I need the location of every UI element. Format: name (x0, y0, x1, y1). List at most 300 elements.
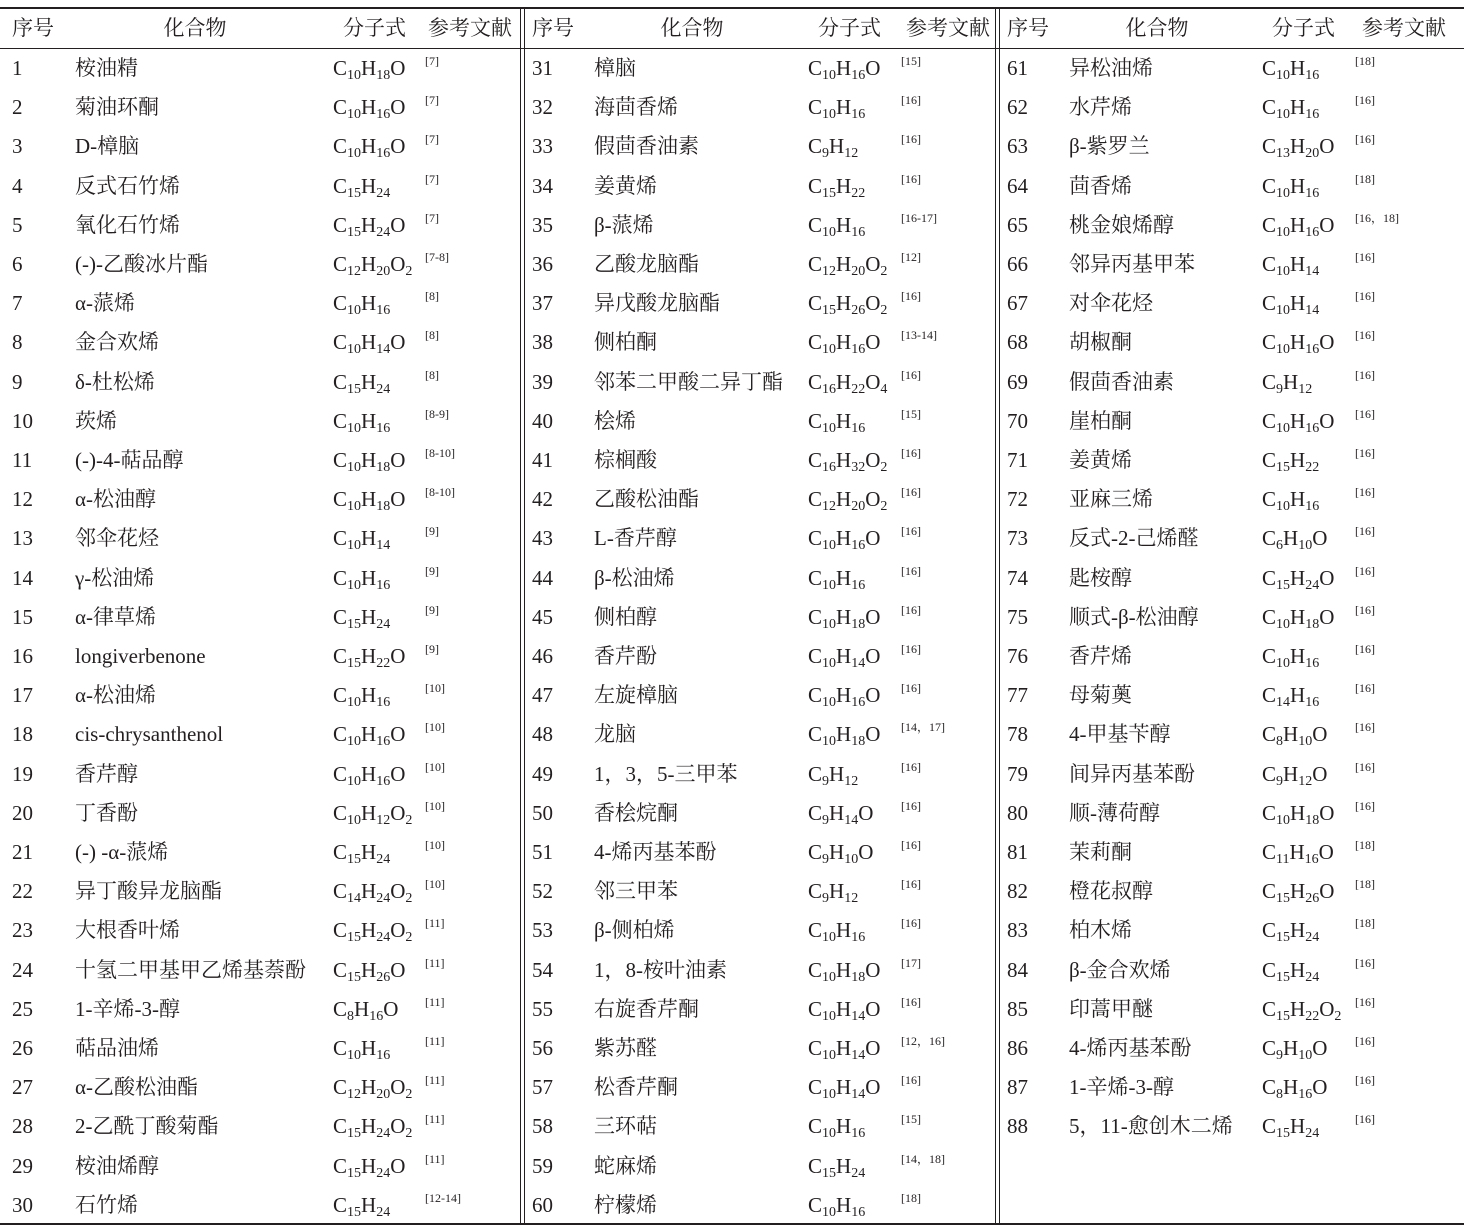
row-number: 42 (532, 487, 553, 512)
table-row (526, 872, 994, 911)
molecular-formula: $C_{10}H_{16}O$ (1262, 212, 1335, 240)
table-row (0, 833, 519, 872)
table-row (0, 167, 519, 206)
row-number: 25 (12, 996, 33, 1021)
molecular-formula: $C_{10}H_{16}$ (333, 565, 391, 593)
reference: [10] (425, 759, 445, 774)
row-number: 23 (12, 918, 33, 943)
compound-name: 松香芹酮 (594, 1075, 678, 1100)
compound-name: 邻三甲苯 (594, 879, 678, 904)
header-reference: 参考文献 (1362, 16, 1446, 40)
row-number: 56 (532, 1036, 553, 1060)
table-row (1001, 637, 1463, 676)
compound-name: 胡椒酮 (1069, 330, 1132, 355)
compound-name: 1-辛烯-3-醇 (1069, 1075, 1174, 1100)
table-row (1001, 441, 1463, 480)
table-row (1001, 480, 1463, 519)
reference: [16] (901, 602, 921, 617)
reference: [7] (425, 93, 439, 108)
reference: [16] (901, 563, 921, 578)
molecular-formula: $C_{10}H_{12}O_2$ (333, 800, 413, 828)
reference: [18] (1355, 877, 1375, 892)
table-row (526, 1029, 994, 1068)
molecular-formula: $C_{15}H_{26}O$ (1262, 879, 1335, 907)
reference: [8] (425, 328, 439, 343)
table-row (0, 49, 519, 88)
compound-name: α-松油醇 (75, 487, 156, 512)
molecular-formula: $C_{10}H_{16}$ (1262, 56, 1320, 83)
molecular-formula: $C_{10}H_{16}O$ (808, 683, 881, 711)
reference: [16] (901, 446, 921, 460)
table-row (0, 1147, 519, 1186)
reference: [16-17] (901, 210, 937, 225)
compound-name: 异丁酸异龙脑酯 (75, 879, 222, 904)
header-compound: 化合物 (660, 16, 724, 40)
table-row (1001, 676, 1463, 715)
header-reference: 参考文献 (428, 16, 512, 40)
molecular-formula: $C_9H_{12}$ (1262, 369, 1313, 397)
reference: [16] (1355, 328, 1375, 343)
table-row (0, 1107, 519, 1146)
table-row (526, 951, 994, 990)
row-number: 84 (1007, 957, 1028, 982)
table-row (526, 323, 994, 362)
table-row (0, 284, 519, 323)
compound-name: 菊油环酮 (75, 95, 159, 120)
row-number: 87 (1007, 1075, 1028, 1100)
compound-name: 水芹烯 (1069, 95, 1132, 120)
molecular-formula: $C_{10}H_{18}O$ (333, 448, 406, 475)
reference: [16] (901, 916, 921, 931)
molecular-formula: $C_{10}H_{16}O$ (333, 722, 406, 750)
compound-name: 5，11-愈创木二烯 (1069, 1114, 1233, 1139)
row-number: 52 (532, 879, 553, 904)
row-number: 39 (532, 369, 553, 394)
reference: [16] (1355, 485, 1375, 500)
table-row (526, 363, 994, 402)
molecular-formula: $C_{10}H_{16}$ (808, 408, 866, 436)
compound-name: (-)-4-萜品醇 (75, 448, 184, 472)
molecular-formula: $C_{10}H_{18}O$ (333, 56, 406, 83)
row-number: 16 (12, 644, 33, 668)
reference: [16] (901, 838, 921, 852)
reference: [16] (1355, 93, 1375, 108)
compound-name: 姜黄烯 (594, 173, 657, 198)
row-number: 9 (12, 369, 23, 394)
table-row (0, 1186, 519, 1225)
table-row (1001, 206, 1463, 245)
row-number: 37 (532, 291, 553, 316)
molecular-formula: $C_{10}H_{16}O$ (333, 95, 406, 123)
compound-name: 侧柏醇 (594, 604, 657, 629)
table-row (526, 127, 994, 166)
reference: [16] (901, 289, 921, 304)
compound-name: 茴香烯 (1069, 173, 1132, 198)
molecular-formula: $C_{15}H_{24}$ (1262, 957, 1320, 985)
molecular-formula: $C_{14}H_{16}$ (1262, 683, 1320, 711)
reference: [16] (1355, 1112, 1375, 1127)
table-row (0, 363, 519, 402)
reference: [16] (1355, 406, 1375, 421)
header-formula: 分子式 (1272, 16, 1335, 40)
molecular-formula: $C_{10}H_{16}$ (1262, 487, 1320, 515)
compound-name: D-樟脑 (75, 134, 140, 159)
molecular-formula: $C_{10}H_{16}$ (808, 212, 866, 240)
table-row (1001, 715, 1463, 754)
row-number: 8 (12, 330, 23, 355)
table-row (0, 676, 519, 715)
compound-name: 顺式-β-松油醇 (1069, 604, 1199, 629)
compound-name: (-) -α-蒎烯 (75, 840, 169, 864)
molecular-formula: $C_{15}H_{26}O$ (333, 957, 406, 985)
compound-name: 4-烯丙基苯酚 (594, 840, 717, 864)
molecular-formula: $C_{10}H_{16}$ (808, 918, 866, 946)
row-number: 61 (1007, 56, 1028, 80)
reference: [16] (1355, 798, 1375, 813)
molecular-formula: $C_{10}H_{16}$ (1262, 95, 1320, 123)
molecular-formula: $C_{10}H_{16}$ (808, 1114, 866, 1142)
table-row (526, 559, 994, 598)
table-row (526, 598, 994, 637)
header-number: 序号 (1007, 16, 1049, 40)
header-number: 序号 (532, 16, 574, 40)
header-compound: 化合物 (1125, 16, 1189, 40)
reference: [14，17] (901, 720, 945, 735)
table-row (526, 441, 994, 480)
reference: [11] (425, 955, 445, 970)
reference: [7] (425, 171, 439, 186)
column-divider (524, 7, 525, 1225)
molecular-formula: $C_8H_{16}O$ (1262, 1075, 1328, 1103)
table-row (526, 88, 994, 127)
molecular-formula: $C_9H_{12}$ (808, 134, 859, 162)
compound-name: 香桧烷酮 (594, 800, 678, 825)
reference: [16] (901, 877, 921, 892)
table-row (1001, 1029, 1463, 1068)
reference: [13-14] (901, 328, 937, 343)
table-row (0, 911, 519, 950)
compound-name: 顺-薄荷醇 (1069, 800, 1160, 825)
molecular-formula: $C_{15}H_{24}$ (333, 1192, 391, 1220)
table-row (1001, 755, 1463, 794)
molecular-formula: $C_{12}H_{20}O_2$ (808, 487, 888, 515)
row-number: 62 (1007, 95, 1028, 120)
compound-name: β-紫罗兰 (1069, 134, 1150, 159)
row-number: 7 (12, 291, 23, 316)
compound-name: 异松油烯 (1069, 56, 1153, 80)
table-row (0, 637, 519, 676)
table-row (526, 284, 994, 323)
molecular-formula: $C_{15}H_{24}O$ (333, 1153, 406, 1181)
compound-name: 右旋香芹酮 (594, 996, 699, 1021)
molecular-formula: $C_{10}H_{16}$ (333, 683, 391, 711)
molecular-formula: $C_9H_{12}$ (808, 879, 859, 907)
molecular-formula: $C_{15}H_{24}$ (333, 369, 391, 397)
table-row (0, 480, 519, 519)
molecular-formula: $C_{10}H_{16}O$ (333, 134, 406, 162)
compound-name: 1，8-桉叶油素 (594, 957, 727, 982)
molecular-formula: $C_{15}H_{24}O_2$ (333, 1114, 413, 1142)
compound-name: cis-chrysanthenol (75, 722, 224, 747)
compound-name: 茉莉酮 (1069, 840, 1132, 864)
molecular-formula: $C_{15}H_{24}O_2$ (333, 918, 413, 946)
molecular-formula: $C_{16}H_{22}O_4$ (808, 369, 888, 397)
table-row (1001, 1107, 1463, 1146)
table-header (526, 9, 994, 48)
reference: [16] (1355, 524, 1375, 539)
compound-name: 柠檬烯 (594, 1192, 657, 1217)
molecular-formula: $C_{10}H_{16}$ (333, 1036, 391, 1063)
compound-name: 金合欢烯 (75, 330, 159, 355)
row-number: 70 (1007, 408, 1028, 433)
compound-name: 母菊薁 (1069, 683, 1132, 708)
molecular-formula: $C_{10}H_{18}O$ (1262, 604, 1335, 632)
compound-name: 大根香叶烯 (75, 918, 180, 943)
table-row (0, 715, 519, 754)
column-divider (999, 7, 1000, 1225)
row-number: 65 (1007, 212, 1028, 237)
table-row (526, 480, 994, 519)
molecular-formula: $C_{12}H_{20}O_2$ (333, 252, 413, 279)
table-row (1001, 363, 1463, 402)
compound-name: δ-杜松烯 (75, 369, 155, 394)
reference: [16] (901, 798, 921, 813)
molecular-formula: $C_{10}H_{16}O$ (808, 56, 881, 83)
molecular-formula: $C_{10}H_{16}$ (1262, 644, 1320, 671)
row-number: 73 (1007, 526, 1028, 551)
table-row (0, 1029, 519, 1068)
compound-name: 2-乙酰丁酸菊酯 (75, 1114, 219, 1139)
molecular-formula: $C_{10}H_{16}O$ (808, 330, 881, 358)
compound-name: 乙酸松油酯 (594, 487, 699, 512)
compound-name: 橙花叔醇 (1069, 879, 1153, 904)
row-number: 46 (532, 644, 553, 668)
row-number: 69 (1007, 369, 1028, 394)
compound-name: 1，3，5-三甲苯 (594, 761, 738, 786)
table-row (0, 402, 519, 441)
molecular-formula: $C_{10}H_{16}O$ (1262, 408, 1335, 436)
compound-name: 十氢二甲基甲乙烯基萘酚 (75, 957, 306, 982)
compound-name: 柏木烯 (1069, 918, 1132, 943)
compound-name: 桉油烯醇 (75, 1153, 159, 1178)
table-row (0, 755, 519, 794)
table-row (0, 88, 519, 127)
compound-name: 香芹酚 (594, 644, 657, 668)
row-number: 57 (532, 1075, 553, 1100)
row-number: 27 (12, 1075, 33, 1100)
compound-name: 姜黄烯 (1069, 448, 1132, 472)
reference: [16] (1355, 994, 1375, 1009)
reference: [8-9] (425, 406, 449, 421)
row-number: 35 (532, 212, 553, 237)
row-number: 44 (532, 565, 553, 590)
row-number: 33 (532, 134, 553, 159)
row-number: 5 (12, 212, 23, 237)
reference: [16] (1355, 602, 1375, 617)
reference: [16] (1355, 367, 1375, 382)
compound-name: 龙脑 (594, 722, 636, 747)
table-row (526, 676, 994, 715)
row-number: 41 (532, 448, 553, 472)
row-number: 77 (1007, 683, 1028, 708)
compound-name: 对伞花烃 (1069, 291, 1153, 316)
molecular-formula: $C_{10}H_{14}O$ (333, 330, 406, 358)
reference: [18] (901, 1190, 921, 1205)
molecular-formula: $C_{10}H_{14}$ (1262, 252, 1320, 279)
row-number: 13 (12, 526, 33, 551)
table-row (1001, 167, 1463, 206)
molecular-formula: $C_{11}H_{16}O$ (1262, 840, 1334, 867)
row-number: 66 (1007, 252, 1028, 276)
reference: [16] (901, 1073, 921, 1088)
reference: [15] (901, 1112, 921, 1127)
molecular-formula: $C_{10}H_{16}$ (333, 291, 391, 319)
row-number: 20 (12, 800, 33, 825)
reference: [9] (425, 642, 439, 656)
row-number: 88 (1007, 1114, 1028, 1139)
compound-name: 反式-2-己烯醛 (1069, 526, 1199, 551)
row-number: 29 (12, 1153, 33, 1178)
column-divider (520, 7, 521, 1225)
table-row (526, 402, 994, 441)
row-number: 32 (532, 95, 553, 120)
table-row (1001, 911, 1463, 950)
compound-name: (-)-乙酸冰片酯 (75, 252, 208, 276)
compound-name: α-松油烯 (75, 683, 156, 708)
molecular-formula: $C_9H_{10}O$ (808, 840, 874, 867)
compound-name: 萜品油烯 (75, 1036, 159, 1060)
table-row (526, 755, 994, 794)
reference: [16] (1355, 132, 1375, 147)
row-number: 30 (12, 1192, 33, 1217)
compound-name: 香芹烯 (1069, 644, 1132, 668)
table-row (0, 559, 519, 598)
column-divider (995, 7, 996, 1225)
reference: [8-10] (425, 446, 455, 460)
table-row (526, 794, 994, 833)
reference: [8-10] (425, 485, 455, 500)
row-number: 4 (12, 173, 23, 198)
header-formula: 分子式 (818, 16, 881, 40)
compound-name: L-香芹醇 (594, 526, 677, 551)
table-row (1001, 519, 1463, 558)
compound-name: 异戊酸龙脑酯 (594, 291, 720, 316)
compound-name: 亚麻三烯 (1069, 487, 1153, 512)
reference: [11] (425, 1034, 445, 1048)
row-number: 14 (12, 565, 33, 590)
table-row (526, 715, 994, 754)
reference: [16] (901, 132, 921, 147)
reference: [7] (425, 210, 439, 225)
molecular-formula: $C_8H_{16}O$ (333, 996, 399, 1024)
reference: [16] (1355, 759, 1375, 774)
compound-name: β-金合欢烯 (1069, 957, 1171, 982)
molecular-formula: $C_{15}H_{22}O_2$ (1262, 996, 1342, 1024)
header-formula: 分子式 (343, 16, 406, 40)
row-number: 45 (532, 604, 553, 629)
table-row (0, 206, 519, 245)
molecular-formula: $C_{10}H_{14}$ (1262, 291, 1320, 319)
molecular-formula: $C_{12}H_{20}O_2$ (333, 1075, 413, 1103)
table-row (526, 911, 994, 950)
reference: [18] (1355, 838, 1375, 852)
reference: [18] (1355, 171, 1375, 186)
row-number: 51 (532, 840, 553, 864)
molecular-formula: $C_{10}H_{16}O$ (808, 526, 881, 554)
table-row (1001, 794, 1463, 833)
compound-name: 邻异丙基甲苯 (1069, 252, 1195, 276)
molecular-formula: $C_{15}H_{24}$ (333, 604, 391, 632)
compound-name: 4-甲基苄醇 (1069, 722, 1171, 747)
table-row (526, 637, 994, 676)
row-number: 6 (12, 252, 23, 276)
compound-name: 海茴香烯 (594, 95, 678, 120)
reference: [18] (1355, 916, 1375, 931)
row-number: 38 (532, 330, 553, 355)
molecular-formula: $C_{10}H_{16}$ (1262, 173, 1320, 201)
row-number: 11 (12, 448, 33, 472)
reference: [10] (425, 720, 445, 735)
reference: [16] (1355, 1073, 1375, 1088)
table-row (526, 1147, 994, 1186)
row-number: 50 (532, 800, 553, 825)
compound-name: α-蒎烯 (75, 291, 135, 316)
row-number: 71 (1007, 448, 1028, 472)
molecular-formula: $C_{15}H_{24}$ (333, 173, 391, 201)
molecular-formula: $C_{16}H_{32}O_2$ (808, 448, 888, 475)
reference: [12] (901, 250, 921, 264)
compound-name: 氧化石竹烯 (75, 212, 180, 237)
row-number: 68 (1007, 330, 1028, 355)
molecular-formula: $C_{10}H_{16}$ (808, 1192, 866, 1220)
molecular-formula: $C_{15}H_{24}O$ (1262, 565, 1335, 593)
row-number: 85 (1007, 996, 1028, 1021)
reference: [15] (901, 406, 921, 421)
row-number: 82 (1007, 879, 1028, 904)
molecular-formula: $C_8H_{10}O$ (1262, 722, 1328, 750)
compound-name: β-侧柏烯 (594, 918, 675, 943)
molecular-formula: $C_{15}H_{26}O_2$ (808, 291, 888, 319)
table-row (1001, 284, 1463, 323)
row-number: 18 (12, 722, 33, 747)
molecular-formula: $C_{10}H_{14}O$ (808, 644, 881, 671)
row-number: 21 (12, 840, 33, 864)
molecular-formula: $C_{10}H_{14}O$ (808, 1075, 881, 1103)
row-number: 76 (1007, 644, 1028, 668)
table-row (526, 206, 994, 245)
reference: [7] (425, 132, 439, 147)
table-row (526, 990, 994, 1029)
row-number: 24 (12, 957, 33, 982)
reference: [18] (1355, 54, 1375, 68)
row-number: 86 (1007, 1036, 1028, 1060)
compound-name: α-乙酸松油酯 (75, 1075, 198, 1100)
molecular-formula: $C_{12}H_{20}O_2$ (808, 252, 888, 279)
compound-name: 乙酸龙脑酯 (594, 252, 699, 276)
compound-name: 蛇麻烯 (594, 1153, 657, 1178)
row-number: 22 (12, 879, 33, 904)
reference: [10] (425, 838, 445, 852)
header-reference: 参考文献 (906, 16, 990, 40)
table-row (0, 794, 519, 833)
molecular-formula: $C_{15}H_{24}O$ (333, 212, 406, 240)
table-row (1001, 402, 1463, 441)
table-row (1001, 951, 1463, 990)
compound-name: 假茴香油素 (1069, 369, 1174, 394)
table-row (1001, 990, 1463, 1029)
compound-name: 左旋樟脑 (594, 683, 678, 708)
reference: [16] (901, 681, 921, 696)
